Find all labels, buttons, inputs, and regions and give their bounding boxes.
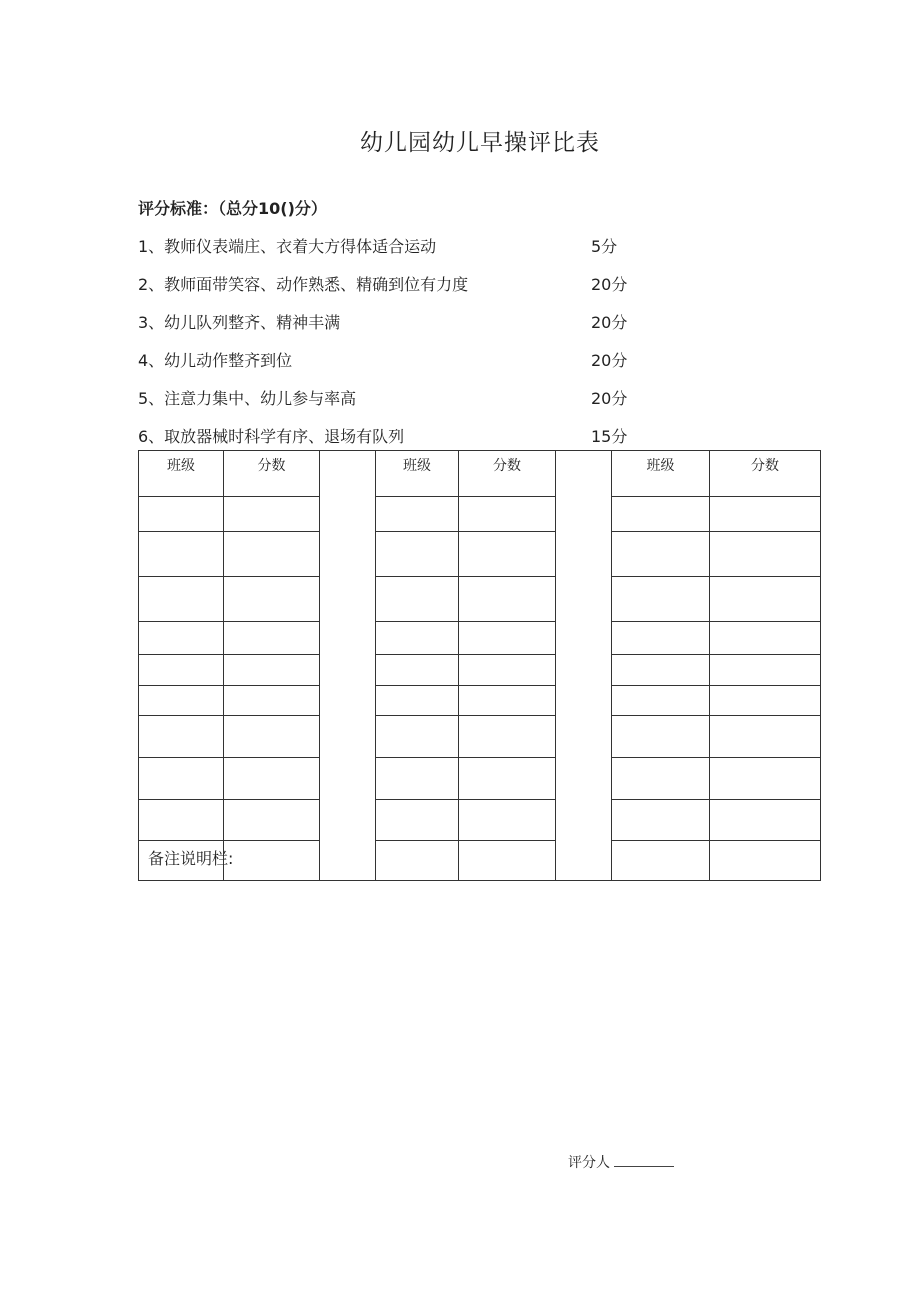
class-cell[interactable] — [376, 577, 459, 622]
criterion-points: 20分 — [591, 313, 628, 332]
class-cell[interactable] — [139, 577, 224, 622]
header-score-2: 分数 — [459, 451, 556, 497]
score-cell[interactable] — [224, 497, 320, 532]
page-title: 幼儿园幼儿早操评比表 — [360, 130, 600, 156]
score-cell[interactable] — [224, 758, 320, 800]
score-cell[interactable] — [710, 686, 821, 716]
table-row — [139, 497, 821, 532]
table-row — [139, 841, 821, 881]
class-cell[interactable] — [376, 716, 459, 758]
class-cell[interactable] — [376, 655, 459, 686]
criterion-text: 2、教师面带笑容、动作熟悉、精确到位有力度 — [138, 275, 469, 294]
score-cell[interactable] — [710, 577, 821, 622]
class-cell[interactable] — [139, 497, 224, 532]
remarks-label: 备注说明栏: — [148, 849, 234, 868]
class-cell[interactable] — [376, 758, 459, 800]
score-cell[interactable] — [710, 800, 821, 841]
score-cell[interactable] — [224, 577, 320, 622]
table-row — [139, 622, 821, 655]
score-cell[interactable] — [459, 716, 556, 758]
score-cell[interactable] — [459, 758, 556, 800]
table-row — [139, 686, 821, 716]
table-row — [139, 716, 821, 758]
table-row — [139, 758, 821, 800]
class-cell[interactable] — [612, 622, 710, 655]
evaluator-signature — [568, 1152, 674, 1172]
class-cell[interactable] — [376, 497, 459, 532]
criterion-points: 20分 — [591, 389, 628, 408]
score-cell[interactable] — [710, 497, 821, 532]
class-cell[interactable] — [139, 686, 224, 716]
score-cell[interactable] — [710, 655, 821, 686]
class-cell[interactable] — [139, 655, 224, 686]
score-cell[interactable] — [224, 655, 320, 686]
header-score-3: 分数 — [710, 451, 821, 497]
class-cell[interactable] — [139, 622, 224, 655]
class-cell[interactable] — [139, 758, 224, 800]
class-cell[interactable] — [139, 532, 224, 577]
spacer-column-1 — [320, 451, 376, 881]
header-class-1: 班级 — [139, 451, 224, 497]
score-cell[interactable] — [710, 716, 821, 758]
evaluator-label: 评分人 — [568, 1155, 610, 1171]
score-cell[interactable] — [710, 758, 821, 800]
class-cell[interactable] — [139, 800, 224, 841]
class-cell[interactable] — [612, 841, 710, 881]
score-cell[interactable] — [710, 622, 821, 655]
criterion-points: 20分 — [591, 275, 628, 294]
score-cell[interactable] — [459, 841, 556, 881]
criterion-points: 5分 — [591, 237, 618, 256]
table-row — [139, 655, 821, 686]
class-cell[interactable] — [376, 622, 459, 655]
criterion-points: 20分 — [591, 351, 628, 370]
score-cell[interactable] — [224, 686, 320, 716]
scoring-standard-header: 评分标准：（总分10()分） — [138, 199, 327, 218]
score-cell[interactable] — [224, 532, 320, 577]
score-table — [138, 450, 821, 881]
table-header-row — [139, 451, 821, 497]
class-cell[interactable] — [612, 532, 710, 577]
criterion-text: 1、教师仪表端庄、衣着大方得体适合运动 — [138, 237, 437, 256]
score-cell[interactable] — [224, 716, 320, 758]
class-cell[interactable] — [612, 577, 710, 622]
score-table-body — [139, 451, 821, 881]
criterion-text: 3、幼儿队列整齐、精神丰满 — [138, 313, 341, 332]
class-cell[interactable] — [612, 497, 710, 532]
table-row — [139, 532, 821, 577]
header-score-1: 分数 — [224, 451, 320, 497]
header-class-3: 班级 — [612, 451, 710, 497]
score-cell[interactable] — [459, 655, 556, 686]
header-class-2: 班级 — [376, 451, 459, 497]
score-cell[interactable] — [710, 532, 821, 577]
score-cell[interactable] — [459, 577, 556, 622]
spacer-column-2 — [556, 451, 612, 881]
score-cell[interactable] — [224, 800, 320, 841]
class-cell[interactable] — [612, 800, 710, 841]
score-cell[interactable] — [459, 800, 556, 841]
class-cell[interactable] — [376, 532, 459, 577]
criterion-text: 4、幼儿动作整齐到位 — [138, 351, 293, 370]
class-cell[interactable] — [376, 841, 459, 881]
score-cell[interactable] — [459, 532, 556, 577]
class-cell[interactable] — [612, 655, 710, 686]
score-cell[interactable] — [459, 497, 556, 532]
class-cell[interactable] — [612, 758, 710, 800]
score-cell[interactable] — [224, 841, 320, 881]
table-row — [139, 800, 821, 841]
class-cell[interactable] — [376, 800, 459, 841]
score-cell[interactable] — [710, 841, 821, 881]
class-cell[interactable] — [612, 686, 710, 716]
table-row — [139, 577, 821, 622]
criterion-text: 6、取放器械时科学有序、退场有队列 — [138, 427, 405, 446]
score-cell[interactable] — [224, 622, 320, 655]
class-cell[interactable] — [612, 716, 710, 758]
criterion-points: 15分 — [591, 427, 628, 446]
class-cell[interactable] — [376, 686, 459, 716]
criterion-text: 5、注意力集中、幼儿参与率高 — [138, 389, 357, 408]
score-cell[interactable] — [459, 622, 556, 655]
class-cell[interactable] — [139, 716, 224, 758]
signature-line[interactable] — [614, 1154, 674, 1167]
score-cell[interactable] — [459, 686, 556, 716]
